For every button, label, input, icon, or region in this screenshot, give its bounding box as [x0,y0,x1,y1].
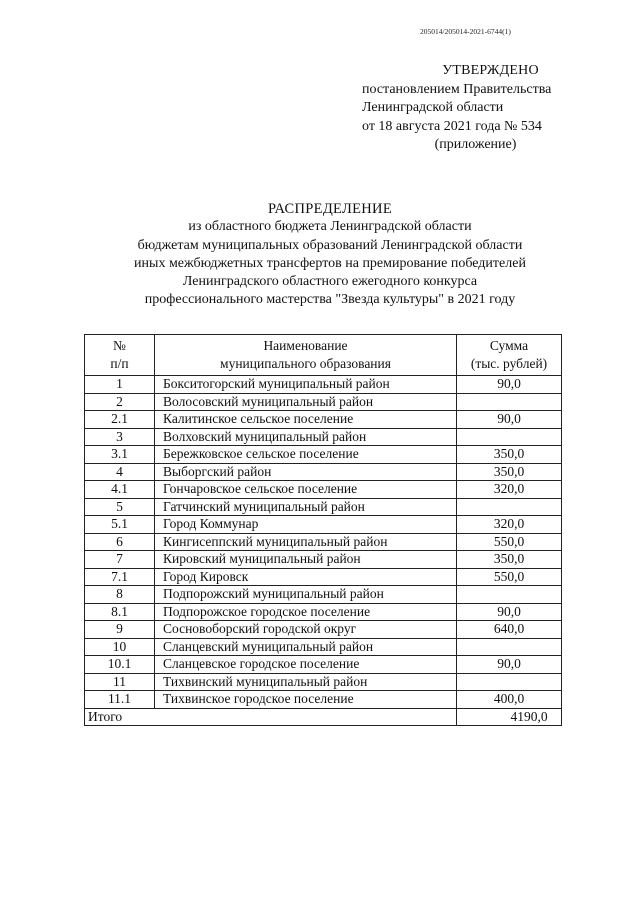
row-sum: 550,0 [457,568,562,586]
row-name: Тихвинский муниципальный район [155,673,457,691]
row-name: Город Коммунар [155,516,457,534]
row-name: Калитинское сельское поселение [155,411,457,429]
table-header-row [85,335,562,376]
header-number [85,335,155,376]
table-row [85,428,562,446]
document-heading [60,200,600,310]
row-number: 4 [85,463,155,481]
row-number: 11.1 [85,691,155,709]
table-row [85,673,562,691]
row-sum: 90,0 [457,411,562,429]
row-sum: 90,0 [457,376,562,394]
table-row [85,533,562,551]
total-sum: 4190,0 [457,708,562,726]
row-name: Гатчинский муниципальный район [155,498,457,516]
row-number: 5.1 [85,516,155,534]
header-text: п/п [110,356,129,371]
table-row [85,376,562,394]
row-number: 8.1 [85,603,155,621]
row-name: Бокситогорский муниципальный район [155,376,457,394]
header-sum [457,335,562,376]
approval-note: (приложение) [434,137,517,152]
row-number: 3.1 [85,446,155,464]
table-row [85,656,562,674]
document-id: 205014/205014-2021-6744(1) [420,27,511,36]
row-number: 11 [85,673,155,691]
approval-line: от 18 августа 2021 года № 534 [362,118,542,134]
row-name: Выборгский район [155,463,457,481]
row-number: 2.1 [85,411,155,429]
row-sum: 350,0 [457,551,562,569]
header-text: муниципального образования [220,356,391,371]
table-row [85,411,562,429]
table-body [85,376,562,726]
row-number: 1 [85,376,155,394]
table-row [85,463,562,481]
row-number: 10.1 [85,656,155,674]
row-number: 5 [85,498,155,516]
row-name: Сланцевское городское поселение [155,656,457,674]
header-text: № [113,338,126,353]
header-text: Сумма [489,338,529,353]
row-sum [457,393,562,411]
table-row [85,621,562,639]
approval-line: Ленинградской области [362,100,504,115]
row-sum: 320,0 [457,481,562,499]
header-name [155,335,457,376]
approval-line: постановлением Правительства [362,81,552,97]
total-label: Итого [85,708,457,726]
heading-line: профессионального мастерства "Звезда культуры" в 2021 году [144,292,516,308]
approval-title: УТВЕРЖДЕНО [442,63,539,78]
row-sum: 90,0 [457,603,562,621]
row-name: Город Кировск [155,568,457,586]
row-name: Сосновоборский городской округ [155,621,457,639]
row-number: 6 [85,533,155,551]
row-number: 2 [85,393,155,411]
row-sum: 350,0 [457,446,562,464]
header-text: (тыс. рублей) [470,356,548,371]
approval-block [362,62,577,155]
heading-line: бюджетам муниципальных образований Ленинградской области [137,237,523,253]
row-sum [457,498,562,516]
row-name: Волосовский муниципальный район [155,393,457,411]
row-sum: 550,0 [457,533,562,551]
row-name: Сланцевский муниципальный район [155,638,457,656]
table-row [85,568,562,586]
row-name: Кировский муниципальный район [155,551,457,569]
row-sum [457,428,562,446]
row-sum [457,586,562,604]
row-number: 8 [85,586,155,604]
row-number: 10 [85,638,155,656]
table-row [85,586,562,604]
row-number: 4.1 [85,481,155,499]
row-name: Тихвинское городское поселение [155,691,457,709]
row-sum: 350,0 [457,463,562,481]
row-number: 7 [85,551,155,569]
row-sum: 90,0 [457,656,562,674]
table-row [85,691,562,709]
row-name: Кингисеппский муниципальный район [155,533,457,551]
row-name: Бережковское сельское поселение [155,446,457,464]
table-row [85,446,562,464]
row-number: 9 [85,621,155,639]
header-text: Наименование [263,338,348,353]
row-name: Подпорожский муниципальный район [155,586,457,604]
row-sum: 640,0 [457,621,562,639]
heading-line: иных межбюджетных трансфертов на премирование победителей [134,255,526,271]
distribution-table [84,334,562,726]
row-sum [457,638,562,656]
row-number: 3 [85,428,155,446]
table-row [85,393,562,411]
total-row [85,708,562,726]
heading-line: из областного бюджета Ленинградской области [188,219,472,235]
row-number: 7.1 [85,568,155,586]
table-row [85,498,562,516]
table-row [85,603,562,621]
table-row [85,481,562,499]
row-sum: 400,0 [457,691,562,709]
row-sum [457,673,562,691]
row-name: Волховский муниципальный район [155,428,457,446]
row-sum: 320,0 [457,516,562,534]
heading-title: РАСПРЕДЕЛЕНИЕ [268,201,392,217]
row-name: Гончаровское сельское поселение [155,481,457,499]
heading-line: Ленинградского областного ежегодного конкурса [182,274,478,290]
table-row [85,638,562,656]
table-row [85,516,562,534]
table-row [85,551,562,569]
row-name: Подпорожское городское поселение [155,603,457,621]
